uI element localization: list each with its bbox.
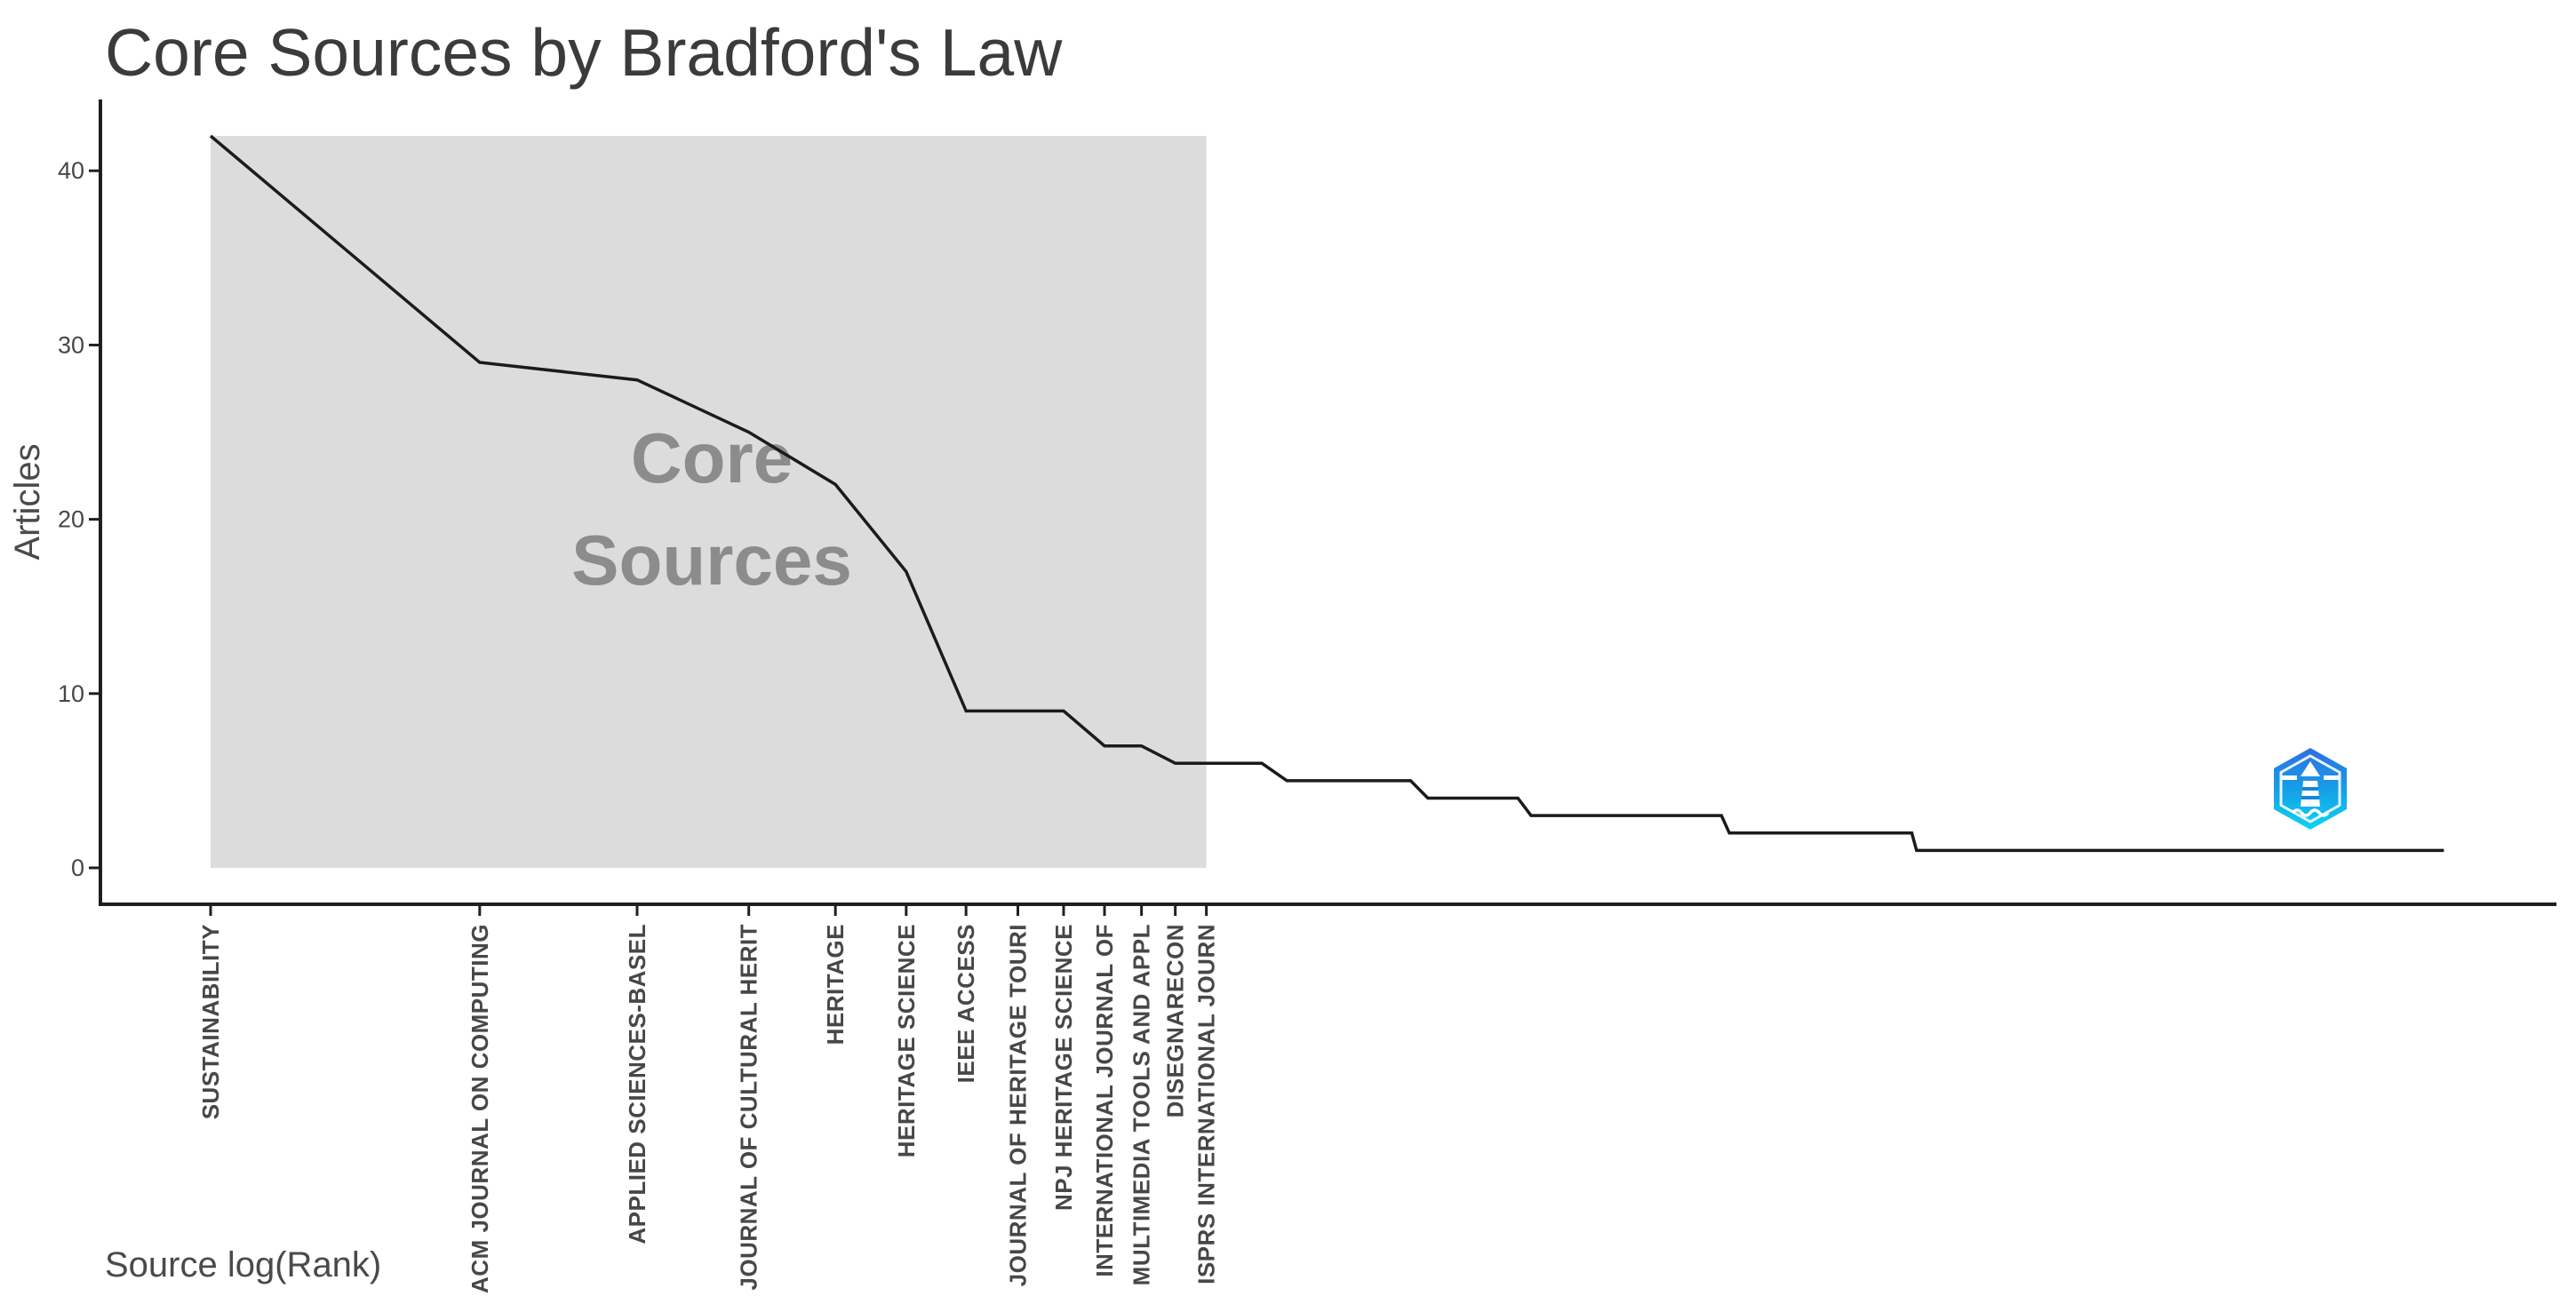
x-tick-label-source: INTERNATIONAL JOURNAL OF	[1091, 924, 1118, 1277]
lighthouse-badge-icon	[2274, 748, 2347, 830]
x-tick-label-source: DISEGNARECON	[1161, 924, 1189, 1118]
lighthouse-ray-right	[2324, 775, 2339, 780]
y-tick-label: 30	[57, 331, 84, 359]
y-tick-label: 20	[57, 505, 84, 533]
x-tick-layer	[197, 906, 1220, 1293]
x-tick-label-source: JOURNAL OF HERITAGE TOURI	[1004, 924, 1032, 1287]
x-tick-label-source: ISPRS INTERNATIONAL JOURN	[1192, 924, 1220, 1284]
core-annotation-line1: Core	[630, 418, 794, 497]
lighthouse-ray-left	[2282, 775, 2297, 780]
x-tick-label-source: JOURNAL OF CULTURAL HERIT	[735, 924, 762, 1291]
y-axis-title: Articles	[8, 443, 47, 561]
x-tick-label-source: NPJ HERITAGE SCIENCE	[1050, 924, 1077, 1212]
x-axis-title: Source log(Rank)	[105, 1245, 382, 1284]
x-tick-label-source: HERITAGE	[822, 924, 849, 1046]
y-tick-label: 40	[57, 157, 84, 185]
x-tick-label-source: HERITAGE SCIENCE	[892, 924, 920, 1158]
x-tick-label-source: ACM JOURNAL ON COMPUTING	[466, 924, 493, 1293]
chart-title: Core Sources by Bradford's Law	[105, 15, 1063, 90]
core-zone-rect	[211, 136, 1207, 868]
lighthouse-tower	[2301, 781, 2320, 807]
x-tick-label-source: IEEE ACCESS	[953, 924, 980, 1084]
y-tick-layer	[58, 157, 99, 881]
x-tick-label-source: APPLIED SCIENCES-BASEL	[624, 924, 650, 1244]
core-annotation-line2: Sources	[571, 521, 852, 600]
x-tick-label-source: SUSTAINABILITY	[197, 924, 224, 1120]
y-tick-label: 0	[70, 855, 84, 881]
y-tick-label: 10	[57, 680, 84, 707]
core-zone-layer	[211, 136, 1207, 868]
x-tick-label-source: MULTIMEDIA TOOLS AND APPL	[1128, 924, 1155, 1286]
